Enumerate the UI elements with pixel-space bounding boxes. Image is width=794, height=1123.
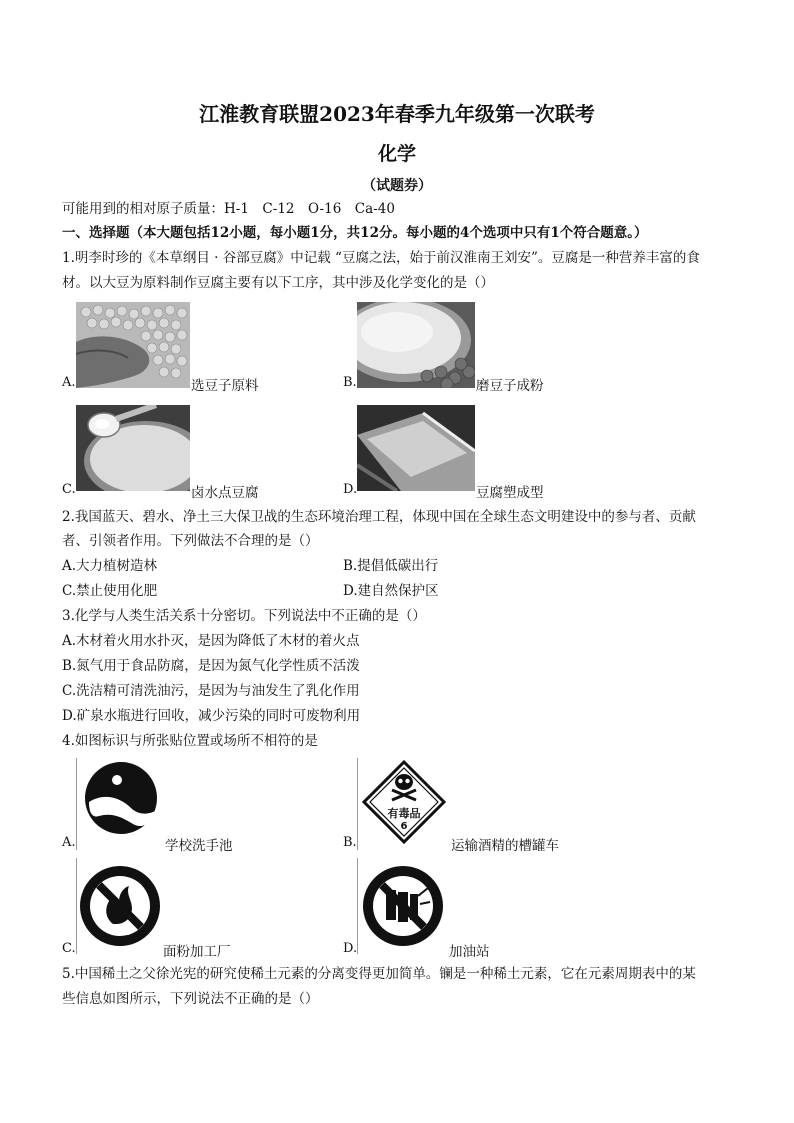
q1-option-a-text: 选豆子原料 (191, 378, 259, 394)
q4-option-c-text: 面粉加工厂 (163, 944, 231, 960)
q3-option-c: C.洗洁精可清洗油污，是因为与油发生了乳化作用 (62, 683, 360, 699)
q1-option-c-text: 卤水点豆腐 (191, 485, 259, 501)
q1-option-a-letter: A. (62, 375, 76, 390)
q3-stem: 3.化学与人类生活关系十分密切。下列说法中不正确的是（） (62, 608, 426, 624)
q2-option-b: B.提倡低碳出行 (343, 558, 439, 574)
q3-option-d: D.矿泉水瓶进行回收，减少污染的同时可废物利用 (62, 708, 361, 724)
tofu-pressing-photo (357, 405, 475, 491)
soybean-selection-photo (76, 302, 190, 388)
q4-option-a-letter: A. (62, 835, 76, 850)
q1-option-b-letter: B. (343, 375, 357, 390)
toxic-sign-class: 6 (400, 821, 408, 832)
q2-stem-line1: 2.我国蓝天、碧水、净土三大保卫战的生态环境治理工程，体现中国在全球生态文明建设中的参与者、贡献 (62, 509, 696, 525)
q2-stem-line2: 者、引领者作用。下列做法不合理的是（） (62, 533, 319, 549)
q4-option-c-letter: C. (62, 941, 76, 956)
volume-label: （试题券） (362, 178, 432, 194)
q4-option-b-text: 运输酒精的槽罐车 (451, 838, 559, 854)
q2-option-a: A.大力植树造林 (62, 558, 158, 574)
toxic-sign-label: 有毒品 (387, 807, 421, 820)
no-fireworks-sign (357, 858, 448, 954)
q3-option-b: B.氮气用于食品防腐，是因为氮气化学性质不活泼 (62, 658, 360, 674)
q5-stem-line1: 5.中国稀土之父徐光宪的研究使稀土元素的分离变得更加简单。镧是一种稀土元素，它在元素周期表中的某 (62, 966, 696, 982)
no-open-flame-sign (76, 858, 163, 954)
atomic-masses: 可能用到的相对原子质量：H-1 C-12 O-16 Ca-40 (62, 201, 395, 217)
q1-option-d-letter: D. (343, 482, 358, 497)
q1-stem-line1: 1.明李时珍的《本草纲目 · 谷部豆腐》中记载 “豆腐之法，始于前汉淮南王刘安”。豆腐是一种营养丰富的食 (62, 250, 700, 266)
q1-stem-line2: 材。以大豆为原料制作豆腐主要有以下工序，其中涉及化学变化的是（） (62, 275, 494, 291)
q4-option-d-letter: D. (343, 941, 358, 956)
q4-option-a-text: 学校洗手池 (165, 838, 233, 854)
skull-icon (395, 774, 413, 790)
q1-option-d-text: 豆腐塑成型 (476, 485, 544, 501)
section1-heading: 一、选择题（本大题包括12小题，每小题1分，共12分。每小题的4个选项中只有1个符合题意。） (62, 225, 648, 241)
toxic-substance-sign (357, 758, 450, 850)
water-saving-sign (76, 758, 165, 850)
brine-tofu-photo (76, 405, 190, 491)
q4-stem: 4.如图标识与所张贴位置或场所不相符的是 (62, 733, 318, 749)
q1-option-b-text: 磨豆子成粉 (476, 378, 544, 394)
q1-option-c-letter: C. (62, 482, 76, 497)
q3-option-a: A.木材着火用水扑灭，是因为降低了木材的着火点 (62, 633, 360, 649)
q2-option-c: C.禁止使用化肥 (62, 583, 158, 599)
exam-title: 江淮教育联盟2023年春季九年级第一次联考 (199, 102, 595, 126)
subject-title: 化学 (377, 143, 416, 165)
soybean-grinding-photo (357, 302, 475, 388)
q4-option-d-text: 加油站 (449, 944, 490, 960)
q4-option-b-letter: B. (343, 835, 357, 850)
q2-option-d: D.建自然保护区 (343, 583, 439, 599)
q5-stem-line2: 些信息如图所示，下列说法不正确的是（） (62, 991, 319, 1007)
